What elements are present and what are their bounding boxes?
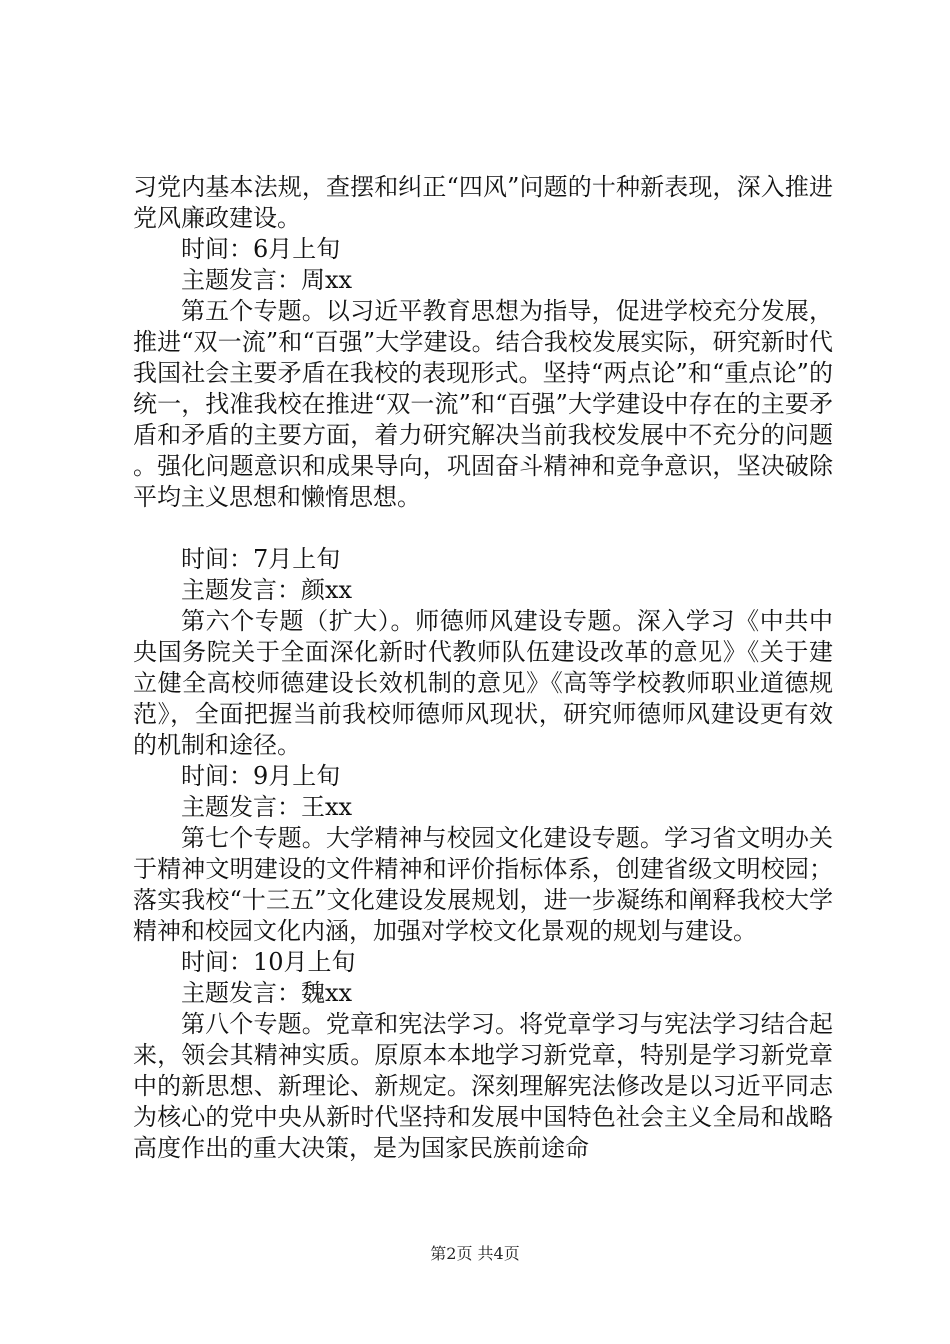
paragraph-continuation: 习党内基本法规，查摆和纠正“四风”问题的十种新表现，深入推进党风廉政建设。: [133, 173, 833, 232]
speaker-line: 主题发言：周xx: [181, 266, 353, 294]
speaker-line: 主题发言：魏xx: [181, 979, 353, 1007]
speaker-line: 主题发言：王xx: [181, 793, 353, 821]
time-line: 时间：7月上旬: [181, 545, 341, 573]
document-body: [133, 172, 833, 1164]
topic-seven-paragraph: 第七个专题。大学精神与校园文化建设专题。学习省文明办关于精神文明建设的文件精神和评价指标体系，创建省级文明校园；落实我校“十三五”文化建设发展规划，进一步凝练和阐释我校大学精神和校园文化内涵，加强对学校文化景观的规划与建设。: [133, 824, 833, 945]
topic-eight-paragraph: 第八个专题。党章和宪法学习。将党章学习与宪法学习结合起来，领会其精神实质。原原本本地学习新党章，特别是学习新党章中的新思想、新理论、新规定。深刻理解宪法修改是以习近平同志为核心的党中央从新时代坚持和发展中国特色社会主义全局和战略高度作出的重大决策，是为国家民族前途命: [133, 1010, 833, 1162]
time-line: 时间：6月上旬: [181, 235, 341, 263]
time-line: 时间：10月上旬: [181, 948, 356, 976]
topic-six-paragraph: 第六个专题（扩大）。师德师风建设专题。深入学习《中共中央国务院关于全面深化新时代教师队伍建设改革的意见》《关于建立健全高校师德建设长效机制的意见》《高等学校教师职业道德规范》，全面把握当前我校师德师风现状，研究师德师风建设更有效的机制和途径。: [133, 607, 833, 759]
topic-five-paragraph: 第五个专题。以习近平教育思想为指导，促进学校充分发展，推进“双一流”和“百强”大学建设。结合我校发展实际，研究新时代我国社会主要矛盾在我校的表现形式。坚持“两点论”和“重点论”的统一，找准我校在推进“双一流”和“百强”大学建设中存在的主要矛盾和矛盾的主要方面，着力研究解决当前我校发展中不充分的问题。强化问题意识和成果导向，巩固奋斗精神和竞争意识，坚决破除平均主义思想和懒惰思想。: [133, 297, 833, 511]
page-number-footer: 第2页 共4页: [430, 1244, 520, 1263]
time-line: 时间：9月上旬: [181, 762, 341, 790]
speaker-line: 主题发言：颜xx: [181, 576, 353, 604]
